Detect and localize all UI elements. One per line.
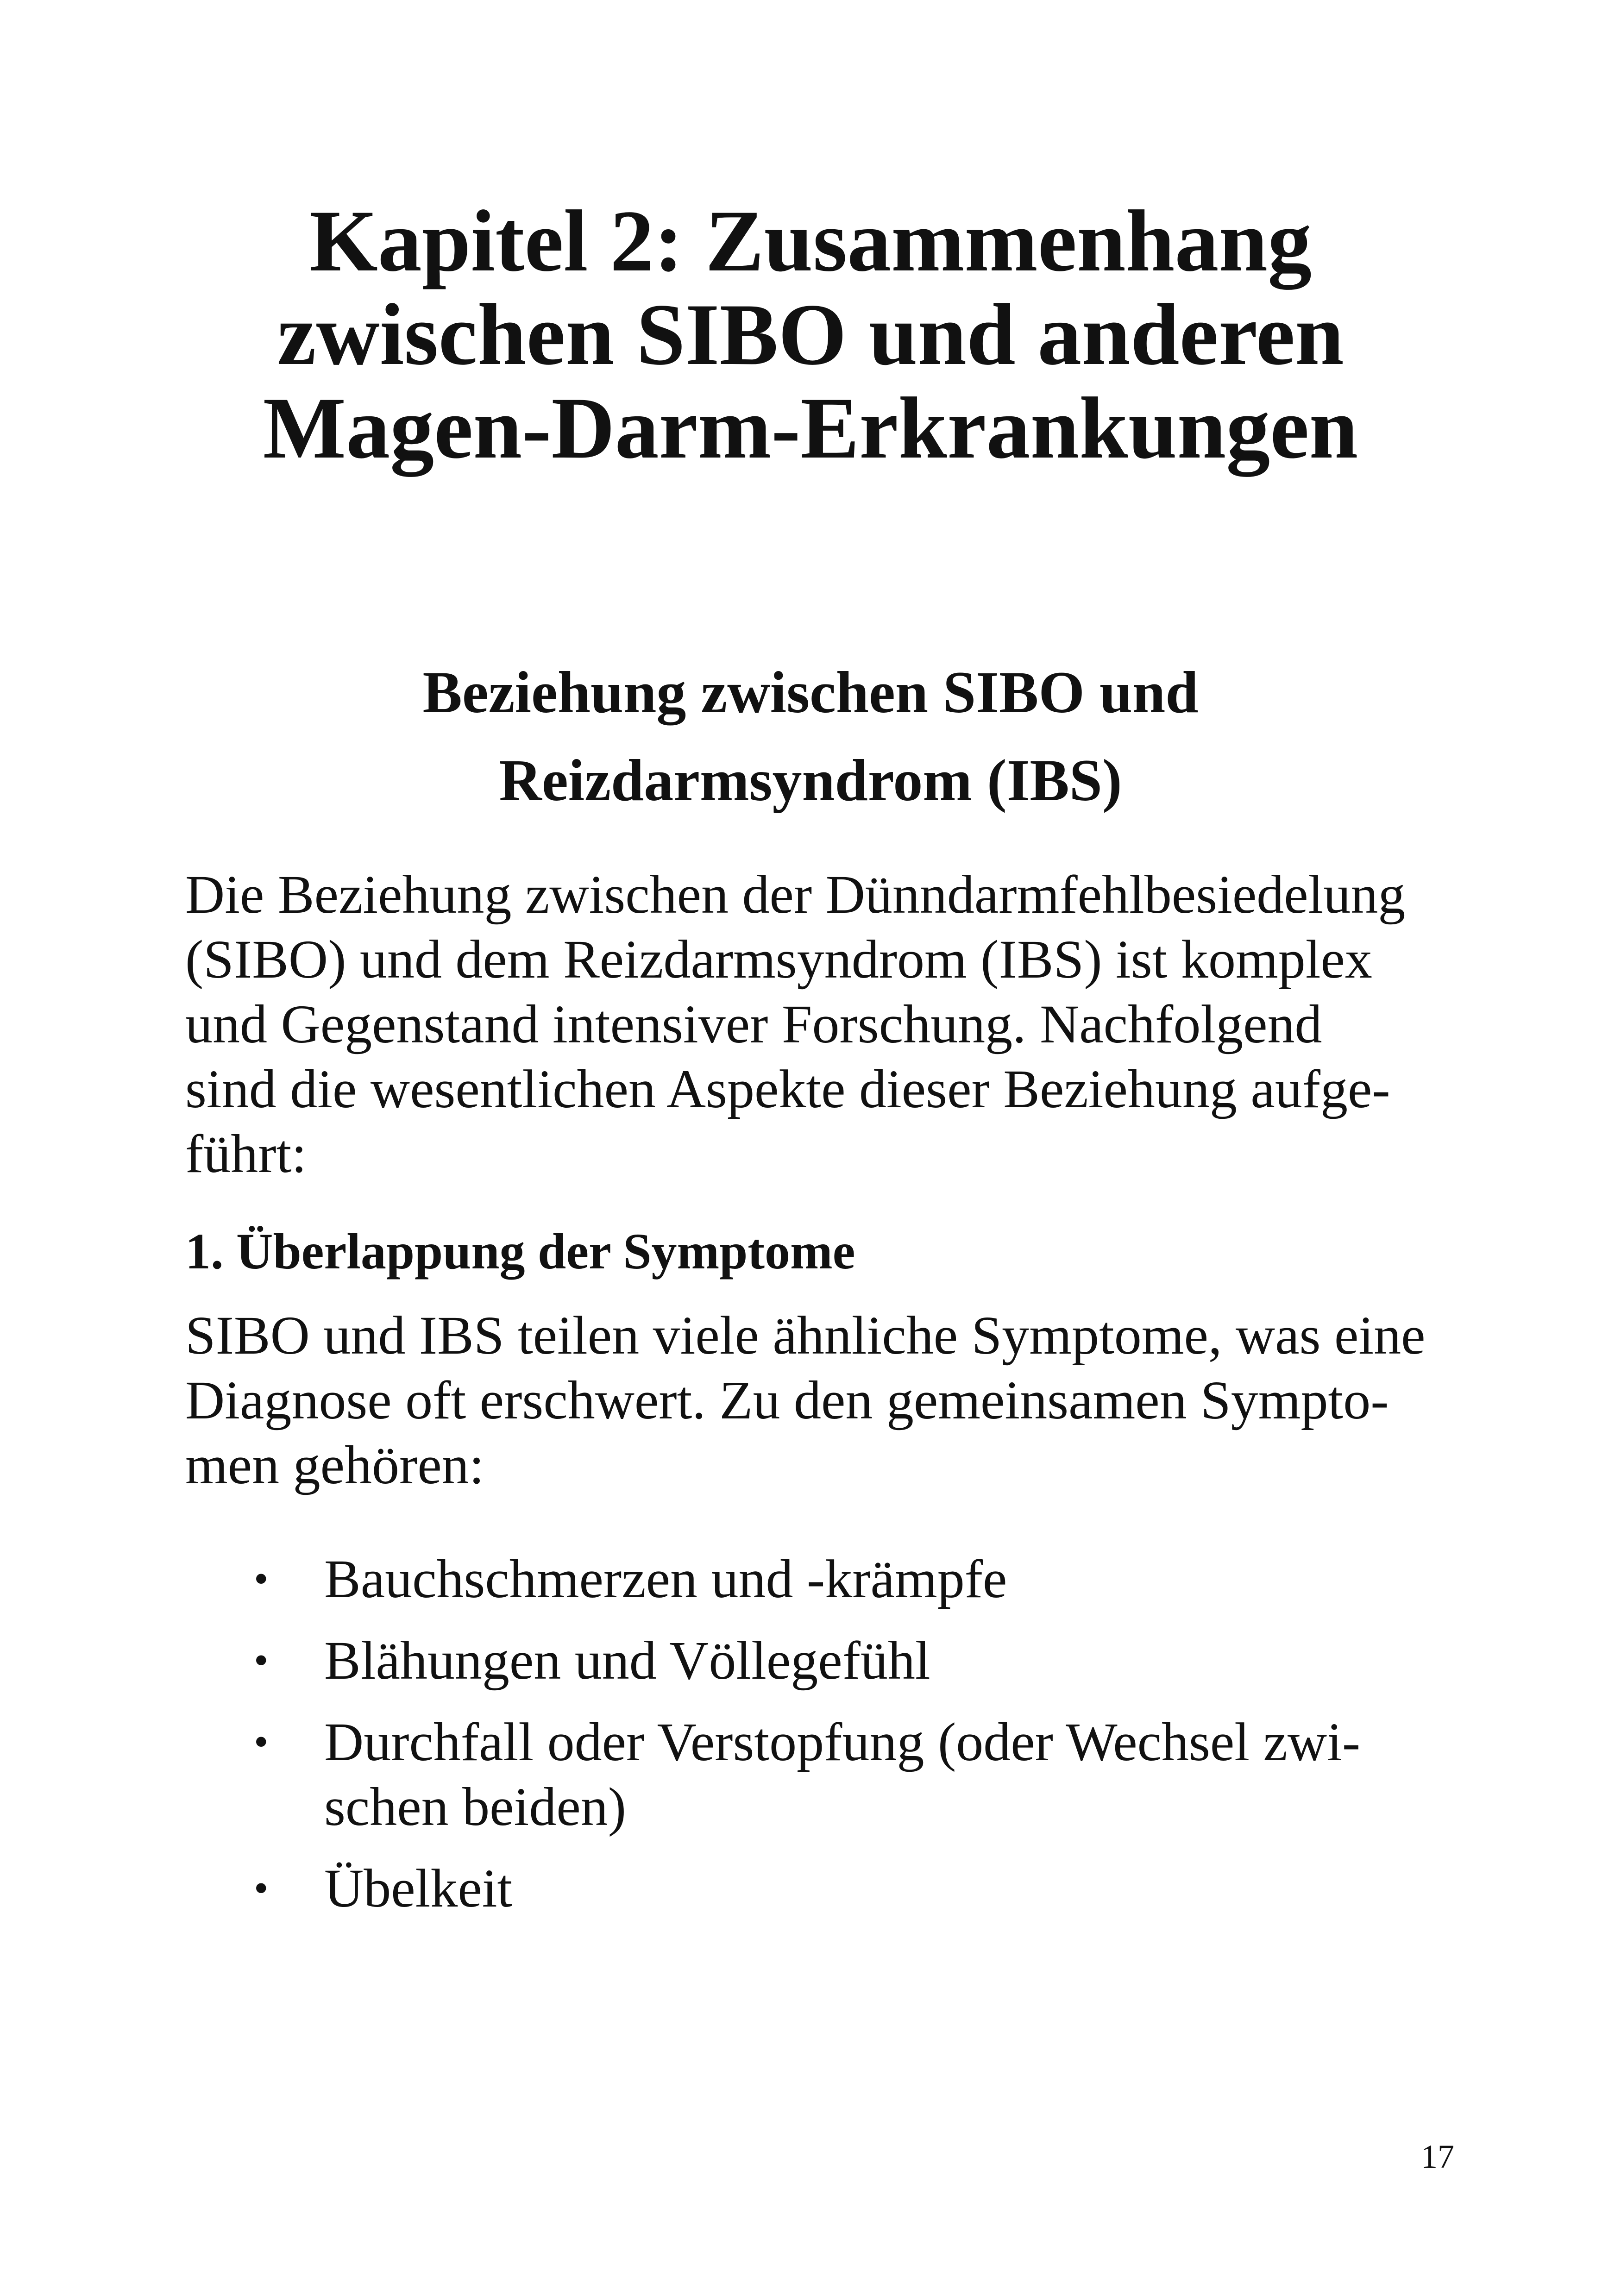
subsection-line: Diagnose oft erschwert. Zu den gemeinsamen Sympto- xyxy=(185,1370,1389,1430)
section-title-line: Beziehung zwischen SIBO und xyxy=(422,659,1199,725)
chapter-title-line: Kapitel 2: Zusammenhang xyxy=(309,193,1312,290)
chapter-title xyxy=(185,194,1436,475)
intro-line: sind die wesentlichen Aspekte dieser Beziehung aufge- xyxy=(185,1059,1390,1119)
chapter-title-line: Magen-Darm-Erkrankungen xyxy=(263,380,1358,477)
subsection-line: SIBO und IBS teilen viele ähnliche Symptome, was eine xyxy=(185,1305,1426,1366)
page-number: 17 xyxy=(1421,2138,1454,2175)
bullet-icon: • xyxy=(254,1719,269,1765)
list-item xyxy=(185,1710,1445,1839)
list-item xyxy=(185,1628,1445,1693)
chapter-title-line: zwischen SIBO und anderen xyxy=(277,286,1344,383)
list-item-line: Übelkeit xyxy=(324,1858,513,1919)
intro-line: führt: xyxy=(185,1123,307,1184)
list-item xyxy=(185,1856,1445,1921)
subsection-heading: 1. Überlappung der Symptome xyxy=(185,1223,855,1280)
section-title xyxy=(278,648,1343,824)
list-item-line: Blähungen und Völlegefühl xyxy=(324,1630,930,1691)
section-title-line: Reizdarmsyndrom (IBS) xyxy=(499,747,1122,813)
symptom-list xyxy=(185,1547,1445,1938)
list-item-line: schen beiden) xyxy=(324,1776,626,1837)
list-item-line: Bauchschmerzen und -krämpfe xyxy=(324,1549,1007,1609)
bullet-icon: • xyxy=(254,1556,269,1602)
list-item xyxy=(185,1547,1445,1612)
subsection-paragraph xyxy=(185,1303,1445,1498)
bullet-icon: • xyxy=(254,1637,269,1683)
subsection-line: men gehören: xyxy=(185,1435,484,1495)
intro-paragraph xyxy=(185,862,1445,1186)
intro-line: Die Beziehung zwischen der Dünndarmfehlbesiedelung xyxy=(185,864,1406,925)
bullet-icon: • xyxy=(254,1865,269,1911)
intro-line: und Gegenstand intensiver Forschung. Nachfolgend xyxy=(185,994,1322,1054)
list-item-line: Durchfall oder Verstopfung (oder Wechsel zwi- xyxy=(324,1712,1361,1772)
intro-line: (SIBO) und dem Reizdarmsyndrom (IBS) ist komplex xyxy=(185,929,1372,990)
